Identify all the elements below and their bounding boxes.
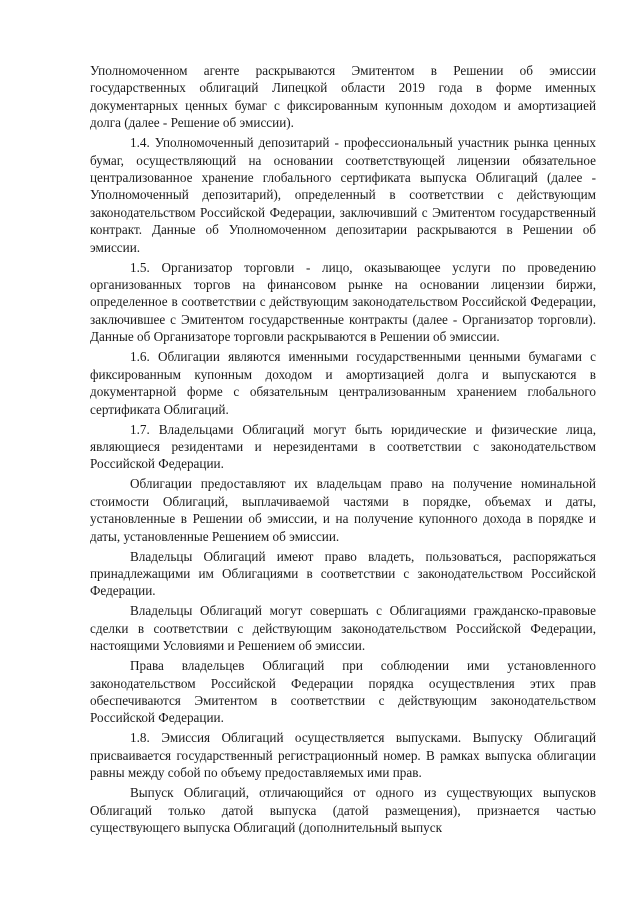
paragraph-rights-ensured: Права владельцев Облигаций при соблюдении ими установленного законодательством Российской Федерации порядка осуществления этих прав обеспечиваются Эмитентом в соответствии с действующим законодательством Российской Федерации. bbox=[90, 658, 596, 726]
paragraph-owner-rights: Облигации предоставляют их владельцам право на получение номинальной стоимости Облигаций, выплачиваемой частями в порядке, объемах и даты, установленные в Решении об эмиссии, и на получение купонного дохода в порядке и даты, установленные Решением об эмиссии. bbox=[90, 476, 596, 544]
paragraph-possession: Владельцы Облигаций имеют право владеть, пользоваться, распоряжаться принадлежащими им Облигациями в соответствии с законодательством Российской Федерации. bbox=[90, 548, 596, 599]
paragraph-transactions: Владельцы Облигаций могут совершать с Облигациями гражданско-правовые сделки в соответствии с действующим законодательством Российской Федерации, настоящими Условиями и Решением об эмиссии. bbox=[90, 603, 596, 654]
document-page bbox=[90, 62, 596, 839]
paragraph-continuation: Уполномоченном агенте раскрываются Эмитентом в Решении об эмиссии государственных облигаций Липецкой области 2019 года в форме именных документарных ценных бумаг с фиксированным купонным доходом и амортизацией долга (далее - Решение об эмиссии). bbox=[90, 63, 596, 131]
paragraph-1-8-emission: 1.8. Эмиссия Облигаций осуществляется выпусками. Выпуску Облигаций присваивается государственный регистрационный номер. В рамках выпуска облигации равны между собой по объему предоставляемых ими прав. bbox=[90, 730, 596, 781]
paragraph-1-4-depositary: 1.4. Уполномоченный депозитарий - профессиональный участник рынка ценных бумаг, осуществляющий на основании соответствующей лицензии обязательное централизованное хранение глобального сертификата выпуска Облигаций (далее - Уполномоченный депозитарий), определенный в соответствии с действующим законодательством Российской Федерации, заключивший с Эмитентом государственный контракт. Данные об Уполномоченном депозитарии раскрываются в Решении об эмиссии. bbox=[90, 135, 596, 255]
paragraph-1-7-owners: 1.7. Владельцами Облигаций могут быть юридические и физические лица, являющиеся резидентами и нерезидентами в соответствии с законодательством Российской Федерации. bbox=[90, 421, 596, 472]
paragraph-1-5-trade-organizer: 1.5. Организатор торговли - лицо, оказывающее услуги по проведению организованных торгов на финансовом рынке на основании лицензии биржи, определенное в соответствии с действующим законодательством Российской Федерации, заключившее с Эмитентом государственные контракты (далее - Организатор торговли). Данные об Организаторе торговли раскрываются в Решении об эмиссии. bbox=[90, 259, 596, 345]
paragraph-1-6-bonds: 1.6. Облигации являются именными государственными ценными бумагами с фиксированным купонным доходом и амортизацией долга и выпускаются в документарной форме с обязательным централизованным хранением глобального сертификата Облигаций. bbox=[90, 349, 596, 417]
paragraph-issue: Выпуск Облигаций, отличающийся от одного из существующих выпусков Облигаций только датой выпуска (датой размещения), признается частью существующего выпуска Облигаций (дополнительный выпуск bbox=[90, 785, 596, 835]
